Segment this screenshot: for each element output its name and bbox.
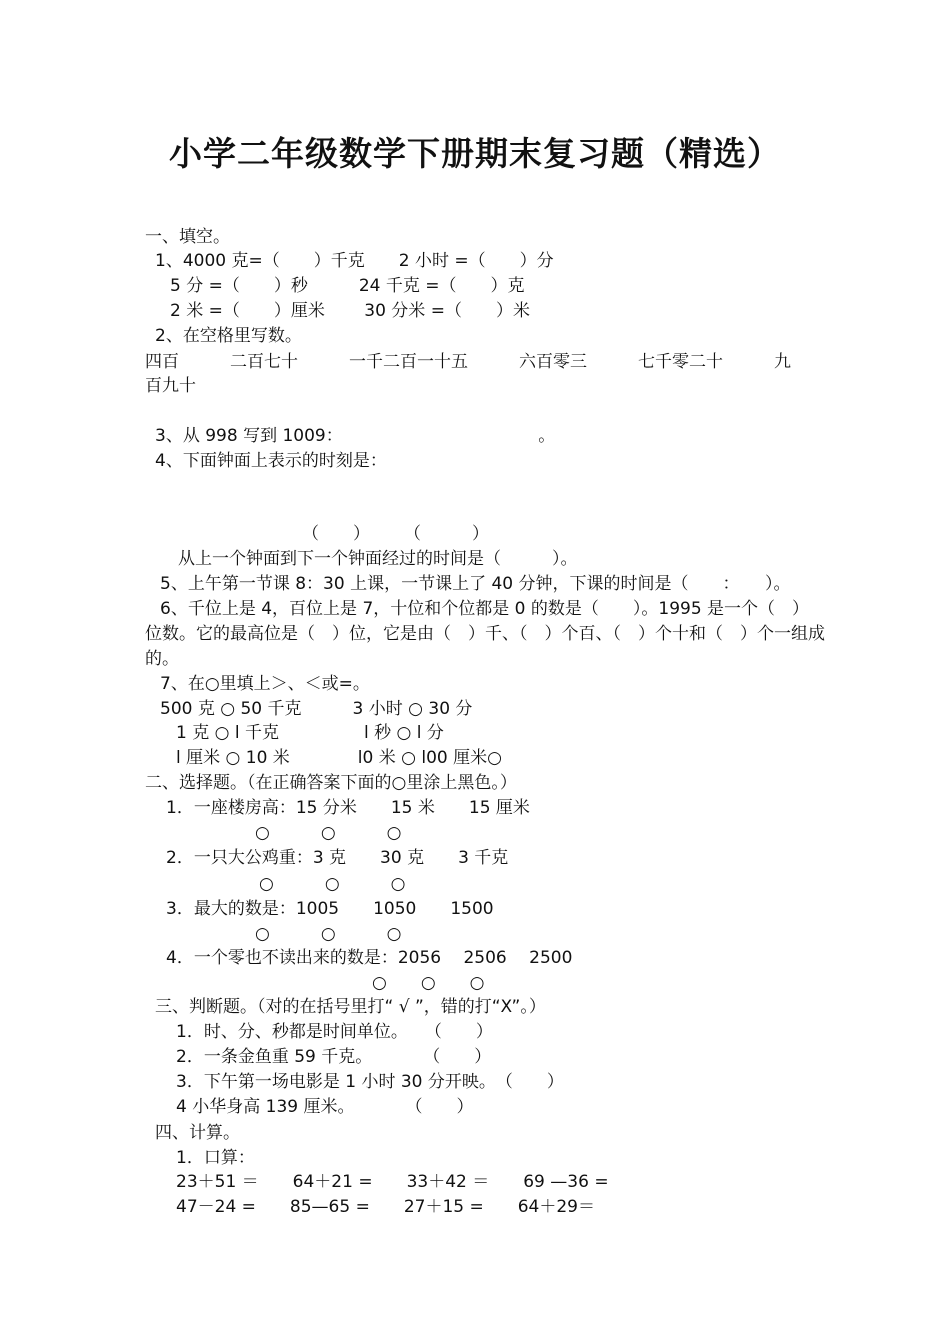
question-line: 1．口算： xyxy=(176,1148,255,1168)
choice-question: 3．最大的数是：1005 1050 1500 xyxy=(166,899,494,919)
arithmetic-row: 47－24 = 85—65 = 27＋15 = 64＋29＝ xyxy=(176,1197,595,1217)
judgement-item: 1．时、分、秒都是时间单位。 （ ） xyxy=(176,1022,493,1042)
question-line: 四百 二百七十 一千二百一十五 六百零三 七千零二十 九 xyxy=(145,352,791,372)
choice-circles: ○ ○ ○ xyxy=(372,973,485,993)
question-line: 5 分 =（ ）秒 24 千克 =（ ）克 xyxy=(170,276,525,296)
section-1-heading: 一、填空。 xyxy=(145,227,230,247)
section-4-heading: 四、计算。 xyxy=(155,1123,240,1143)
choice-question: 4．一个零也不读出来的数是：2056 2506 2500 xyxy=(166,948,573,968)
judgement-item: 3．下午第一场电影是 1 小时 30 分开映。 （ ） xyxy=(176,1072,564,1092)
page-title: 小学二年级数学下册期末复习题（精选） xyxy=(169,134,781,173)
question-line: 7、在○里填上＞、＜或=。 xyxy=(160,674,370,694)
question-line: 2、在空格里写数。 xyxy=(155,326,302,346)
section-2-heading: 二、选择题。（在正确答案下面的○里涂上黑色。） xyxy=(145,773,517,793)
comparison-line: l 厘米 ○ 10 米 l0 米 ○ l00 厘米○ xyxy=(176,748,502,768)
question-line: 位数。它的最高位是（ ）位，它是由（ ）千、（ ）个百、（ ）个十和（ ）个一组成 xyxy=(145,624,825,644)
question-line: 2 米 =（ ）厘米 30 分米 =（ ）米 xyxy=(170,301,530,321)
question-line: 6、千位上是 4，百位上是 7，十位和个位都是 0 的数是（ ）。1995 是一个（ ） xyxy=(160,599,810,619)
choice-question: 2．一只大公鸡重：3 克 30 克 3 千克 xyxy=(166,848,509,868)
comparison-line: 1 克 ○ l 千克 l 秒 ○ l 分 xyxy=(176,723,444,743)
arithmetic-row: 23＋51 ＝ 64＋21 = 33＋42 ＝ 69 —36 = xyxy=(176,1172,609,1192)
choice-circles: ○ ○ ○ xyxy=(259,874,406,894)
question-line: 从上一个钟面到下一个钟面经过的时间是（ ）。 xyxy=(178,549,578,569)
comparison-line: 500 克 ○ 50 千克 3 小时 ○ 30 分 xyxy=(160,699,473,719)
question-line: 1、4000 克=（ ）千克 2 小时 =（ ）分 xyxy=(155,251,554,271)
section-3-heading: 三、判断题。（对的在括号里打“ √ ”，错的打“X”。） xyxy=(155,997,546,1017)
question-line: 5、上午第一节课 8：30 上课，一节课上了 40 分钟，下课的时间是（ ： ）。 xyxy=(160,574,791,594)
choice-circles: ○ ○ ○ xyxy=(255,823,402,843)
clock-answer-blanks: （ ） （ ） xyxy=(302,524,489,544)
choice-question: 1．一座楼房高：15 分米 15 米 15 厘米 xyxy=(166,798,530,818)
question-line: 的。 xyxy=(145,649,179,669)
judgement-item: 4 小华身高 139 厘米。 （ ） xyxy=(176,1097,474,1117)
choice-circles: ○ ○ ○ xyxy=(255,924,402,944)
judgement-item: 2．一条金鱼重 59 千克。 （ ） xyxy=(176,1047,492,1067)
question-line: 4、下面钟面上表示的时刻是： xyxy=(155,451,387,471)
question-line: 百九十 xyxy=(145,376,196,396)
question-line: 3、从 998 写到 1009： 。 xyxy=(155,426,556,446)
